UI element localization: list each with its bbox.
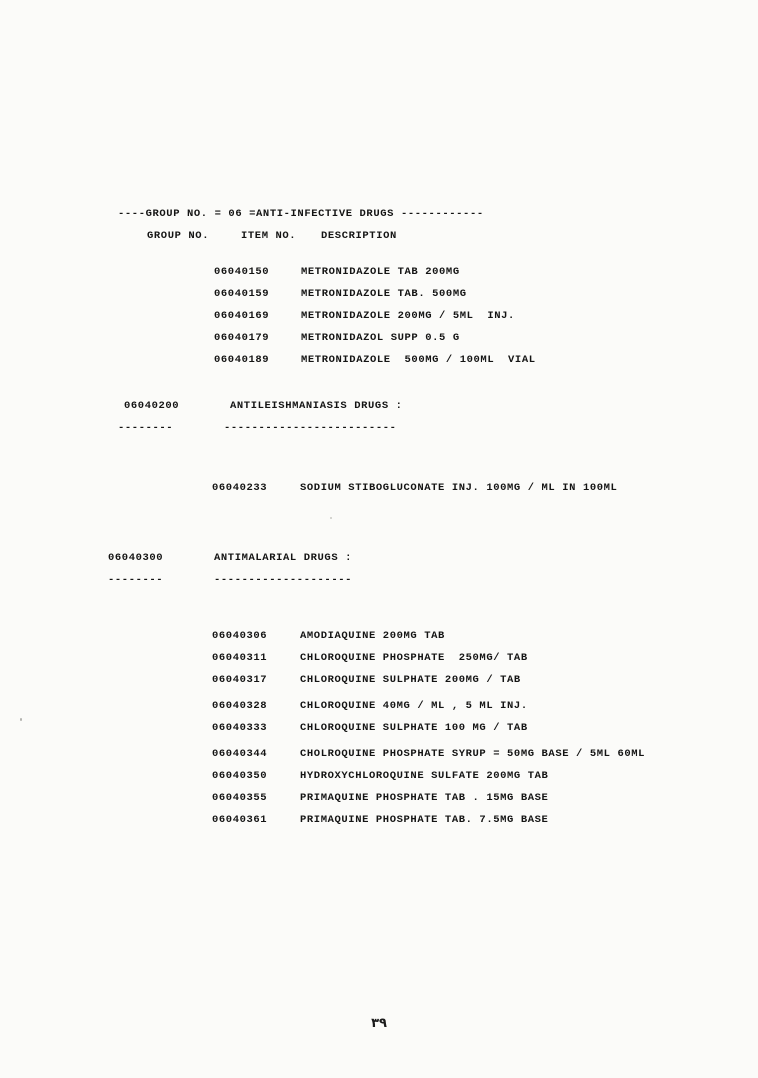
item-description: METRONIDAZOLE TAB. 500MG: [301, 288, 467, 300]
spacer: [118, 760, 718, 770]
section-title: ANTILEISHMANIASIS DRUGS :: [230, 400, 403, 412]
item-code: 06040355: [212, 792, 268, 804]
column-header-row: [147, 230, 718, 242]
item-description: HYDROXYCHLOROQUINE SULFATE 200MG TAB: [300, 770, 549, 782]
spacer: [118, 620, 718, 630]
spacer: [118, 366, 718, 400]
table-row: [212, 814, 718, 826]
column-header-item-no: ITEM NO.: [241, 230, 297, 242]
section-title: ANTIMALARIAL DRUGS :: [214, 552, 353, 564]
spacer: [118, 242, 718, 266]
table-row: [212, 630, 718, 642]
item-description: AMODIAQUINE 200MG TAB: [300, 630, 445, 642]
document-body: [108, 208, 718, 826]
item-description: PRIMAQUINE PHOSPHATE TAB. 7.5MG BASE: [300, 814, 549, 826]
table-row: [212, 770, 718, 782]
spacer: [118, 220, 718, 230]
spacer: [118, 494, 718, 528]
table-row: [212, 482, 718, 494]
column-header-group-no: GROUP NO.: [147, 230, 210, 242]
section-header-antimalarial: [108, 552, 718, 564]
item-description: CHOLROQUINE PHOSPHATE SYRUP = 50MG BASE / 5ML 60ML: [300, 748, 646, 760]
spacer: [118, 528, 718, 552]
item-code: 06040159: [214, 288, 270, 300]
spacer: [118, 344, 718, 354]
scan-artifact: [20, 718, 22, 721]
item-description: METRONIDAZOL SUPP 0.5 G: [301, 332, 460, 344]
table-row: [214, 310, 718, 322]
page-number: ٣٩: [371, 1016, 387, 1031]
item-description: CHLOROQUINE SULPHATE 200MG / TAB: [300, 674, 521, 686]
column-header-description: DESCRIPTION: [321, 230, 397, 242]
item-description: CHLOROQUINE PHOSPHATE 250MG/ TAB: [300, 652, 528, 664]
item-code: 06040311: [212, 652, 268, 664]
item-code: 06040328: [212, 700, 268, 712]
item-description: CHLOROQUINE SULPHATE 100 MG / TAB: [300, 722, 528, 734]
item-description: SODIUM STIBOGLUCONATE INJ. 100MG / ML IN 100ML: [300, 482, 618, 494]
item-code: 06040317: [212, 674, 268, 686]
item-code: 06040344: [212, 748, 268, 760]
section-title-underline: --------------------: [214, 574, 353, 586]
spacer: [118, 586, 718, 620]
section-underline-antimalarial: [108, 574, 718, 586]
table-row: [214, 266, 718, 278]
spacer: [118, 804, 718, 814]
section-code: 06040200: [124, 400, 180, 412]
item-code: 06040333: [212, 722, 268, 734]
table-row: [212, 674, 718, 686]
item-code: 06040361: [212, 814, 268, 826]
spacer: [118, 686, 718, 700]
spacer: [118, 412, 718, 422]
table-row: [212, 652, 718, 664]
section-header-antileishmaniasis: [124, 400, 718, 412]
table-row: [214, 332, 718, 344]
item-code: 06040233: [212, 482, 268, 494]
item-description: CHLOROQUINE 40MG / ML , 5 ML INJ.: [300, 700, 528, 712]
scan-artifact: [330, 517, 332, 519]
spacer: [118, 782, 718, 792]
section-underline-antileishmaniasis: [118, 422, 718, 434]
spacer: [118, 664, 718, 674]
spacer: [118, 434, 718, 468]
table-row: [212, 748, 718, 760]
item-code: 06040150: [214, 266, 270, 278]
section-code-underline: --------: [118, 422, 174, 434]
spacer: [118, 468, 718, 482]
item-code: 06040189: [214, 354, 270, 366]
group-header: ----GROUP NO. = 06 =ANTI-INFECTIVE DRUGS ------------: [118, 208, 484, 220]
spacer: [118, 278, 718, 288]
spacer: [118, 322, 718, 332]
table-row: [214, 288, 718, 300]
item-code: 06040350: [212, 770, 268, 782]
item-description: METRONIDAZOLE 200MG / 5ML INJ.: [301, 310, 515, 322]
item-description: METRONIDAZOLE 500MG / 100ML VIAL: [301, 354, 536, 366]
section-code: 06040300: [108, 552, 164, 564]
table-row: [212, 700, 718, 712]
item-code: 06040169: [214, 310, 270, 322]
item-description: METRONIDAZOLE TAB 200MG: [301, 266, 460, 278]
spacer: [118, 734, 718, 748]
item-code: 06040179: [214, 332, 270, 344]
spacer: [118, 300, 718, 310]
table-row: [214, 354, 718, 366]
item-code: 06040306: [212, 630, 268, 642]
spacer: [118, 564, 718, 574]
item-description: PRIMAQUINE PHOSPHATE TAB . 15MG BASE: [300, 792, 549, 804]
spacer: [118, 712, 718, 722]
table-row: [212, 792, 718, 804]
spacer: [118, 642, 718, 652]
table-row: [212, 722, 718, 734]
section-code-underline: --------: [108, 574, 164, 586]
section-title-underline: -------------------------: [224, 422, 397, 434]
